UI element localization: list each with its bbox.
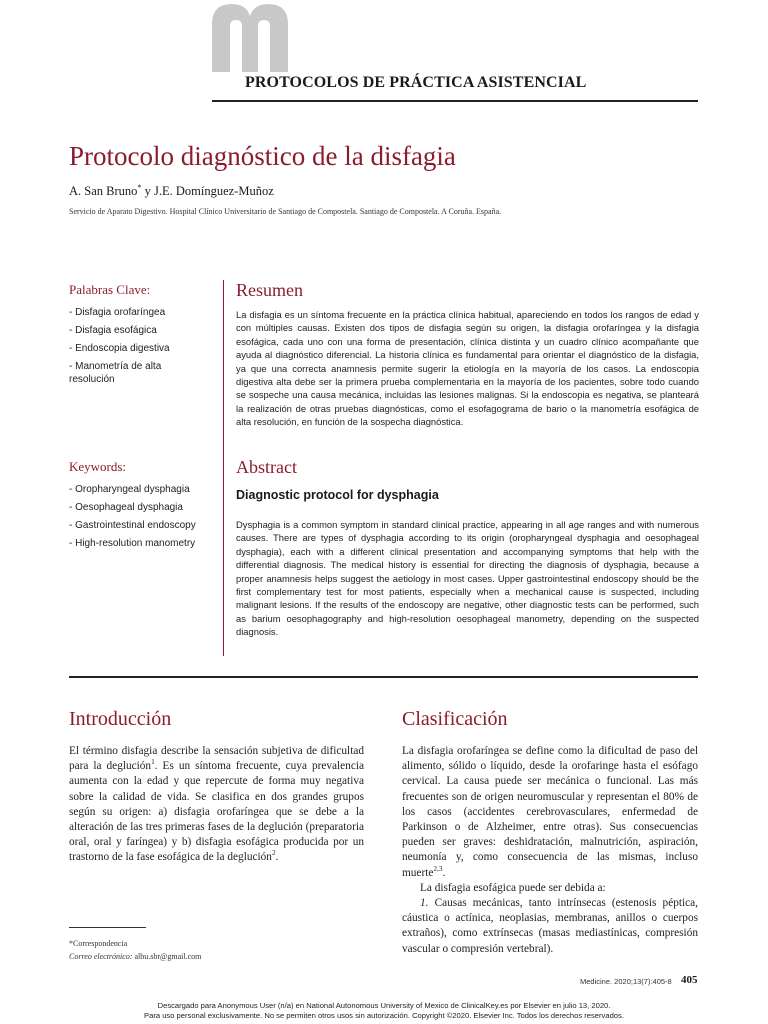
intro-text-a: El término disfagia describe la sensación subjetiva de dificultad para la deglución <box>69 745 364 773</box>
palabras-clave-list <box>69 306 219 386</box>
abstract-text: Dysphagia is a common symptom in standard clinical practice, appearing in all age ranges and with numerous causes. There are types of dysphagia according to its origin (oropharyngeal dysphagia and oesophageal dysphagia), each with a different clinical presentation and accompanying symptoms that help with the differential diagnosis. The medical history is essential for directing the diagnosis of dysphagia, because a proper anamnesis helps suggest the aetiology in most cases. Upper gastrointestinal endoscopy should be the first complementary test for most patients, especially when a mechanical cause is suspected, including malignant lesions. If the results of the endoscopy are negative, other diagnostic tests can be performed, such as barium oesophagography and high-resolution oesophageal manometry, depending on the suspected diagnosis. <box>236 519 699 638</box>
resumen-text: La disfagia es un síntoma frecuente en la práctica clínica habitual, apareciendo en todos los rangos de edad y con múltiples causas. Existen dos tipos de disfagia según su origen, la disfagia orofaríngea y la disfagia esofágica, cada uno con una forma de presentación, clínica distinta y un cuadro clínico acompañante que ayuda al diagnóstico diferencial. La historia clínica es fundamental para orientar el diagnóstico de la disfagia, ya que una correcta anamnesis permite sugerir la etiología en la mayoría de los casos. La endoscopia digestiva alta debe ser la primera prueba complementaria en la mayoría de los pacientes, sobre todo cuando se sospeche una causa mecánica, incluidas las lesiones malignas. Si la endoscopia es negativa, se planteará la realización de otras pruebas diagnósticas, como el esofagograma de bario o la manometría esofágica de alta resolución, en función de la sospecha diagnóstica. <box>236 309 699 428</box>
authors <box>69 184 274 199</box>
section-divider <box>69 676 698 678</box>
correspondence-label: *Correspondencia <box>69 939 128 948</box>
keyword-item: - Oropharyngeal dysphagia <box>69 484 190 495</box>
introduccion-paragraph <box>69 744 364 866</box>
intro-ref-2: 2 <box>271 848 276 858</box>
clasificacion-paragraph-1 <box>402 744 698 881</box>
clasif-item-text: Causas mecánicas, tanto intrínsecas (estenosis péptica, cáustica o actínica, neoplasias, membranas, anillos o cuerpos extraños), como extrínsecas (masas mediastínicas, compresión vascular o compresión vertebral). <box>402 897 698 955</box>
email-link[interactable]: albu.sbr@gmail.com <box>134 952 202 961</box>
introduccion-body <box>69 744 364 866</box>
clasif-ref: 2,3 <box>433 863 443 873</box>
list-number: 1. <box>420 897 429 910</box>
correspondence-email-line <box>69 950 201 963</box>
palabras-clave-block <box>69 282 219 391</box>
download-notice <box>0 1001 768 1021</box>
clasificacion-paragraph-2: La disfagia esofágica puede ser debida a: <box>420 881 606 894</box>
intro-text-c: . <box>275 851 279 864</box>
palabras-clave-heading: Palabras Clave: <box>69 282 151 297</box>
introduccion-heading: Introducción <box>69 708 172 730</box>
keywords-block <box>69 459 219 555</box>
author-2: y J.E. Domínguez-Muñoz <box>141 184 274 198</box>
author-1: A. San Bruno <box>69 184 138 198</box>
clasif-text-a: La disfagia orofaríngea se define como la dificultad de paso del alimento, sólido o líquido, desde la orofaringe hasta el esófago cervical. La causa puede ser mecánica o funcional. Las más frecuentes son de origen neuromuscular y representan el 80% de los casos (accidentes cerebrovasculares, enfermedad de Parkinson o de Alzheimer, entre otras). Sus consecuencias pueden ser graves: deshidratación, malnutrición, aspiración, neumonía y, como consecuencia de las mismas, incluso muerte <box>402 745 698 879</box>
clasificacion-heading: Clasificación <box>402 708 508 730</box>
abstract-subtitle: Diagnostic protocol for dysphagia <box>236 488 439 502</box>
resumen-heading: Resumen <box>236 280 303 300</box>
author-1-mark: * <box>137 182 142 192</box>
section-header: PROTOCOLOS DE PRÁCTICA ASISTENCIAL <box>245 74 587 91</box>
palabra-clave-item: - Disfagia orofaríngea <box>69 307 166 318</box>
palabra-clave-item: - Manometría de alta resolución <box>69 361 162 385</box>
clasificacion-paragraph-3 <box>402 896 698 957</box>
keywords-heading: Keywords: <box>69 459 127 474</box>
abstract-heading: Abstract <box>236 457 297 477</box>
journal-m-logo-icon <box>212 0 288 72</box>
footnote-rule <box>69 927 146 928</box>
keyword-item: - Oesophageal dysphagia <box>69 502 183 513</box>
keyword-item: - High-resolution manometry <box>69 538 196 549</box>
affiliation: Servicio de Aparato Digestivo. Hospital Clínico Universitario de Santiago de Compostela. Santiago de Compostela. A Coruña. España. <box>69 207 502 216</box>
footnote <box>69 937 201 963</box>
clasificacion-body <box>402 744 698 957</box>
page-number: 405 <box>681 974 698 986</box>
intro-ref-1: 1 <box>151 757 155 767</box>
header-rule <box>212 100 698 102</box>
clasif-text-b: . <box>442 866 446 879</box>
keyword-item: - Gastrointestinal endoscopy <box>69 520 196 531</box>
palabra-clave-item: - Endoscopia digestiva <box>69 343 170 354</box>
palabra-clave-item: - Disfagia esofágica <box>69 325 157 336</box>
download-line-1: Descargado para Anonymous User (n/a) en National Autonomous University of Mexico de ClinicalKey.es por Elsevier en julio 13, 2020. <box>157 1001 611 1010</box>
download-line-2: Para uso personal exclusivamente. No se permiten otros usos sin autorización. Copyright ©2020. Elsevier Inc. Todos los derechos reservados. <box>144 1011 624 1020</box>
article-title: Protocolo diagnóstico de la disfagia <box>69 141 456 171</box>
intro-text-b: . Es un síntoma frecuente, cuya prevalencia aumenta con la edad y que repercute de forma muy negativa sobre la calidad de vida. Se clasifica en dos grandes grupos según su origen: a) disfagia orofaríngea que se debe a la alteración de las tres primeras fases de la deglución (preparatoria oral, oral y faríngea) y b) disfagia esofágica producida por un trastorno de la fase esofágica de la deglución <box>69 760 364 864</box>
citation: Medicine. 2020;13(7):405-8 <box>580 977 672 986</box>
email-label: Correo electrónico: <box>69 952 133 961</box>
keywords-list <box>69 483 219 550</box>
sidebar-divider <box>223 280 224 656</box>
